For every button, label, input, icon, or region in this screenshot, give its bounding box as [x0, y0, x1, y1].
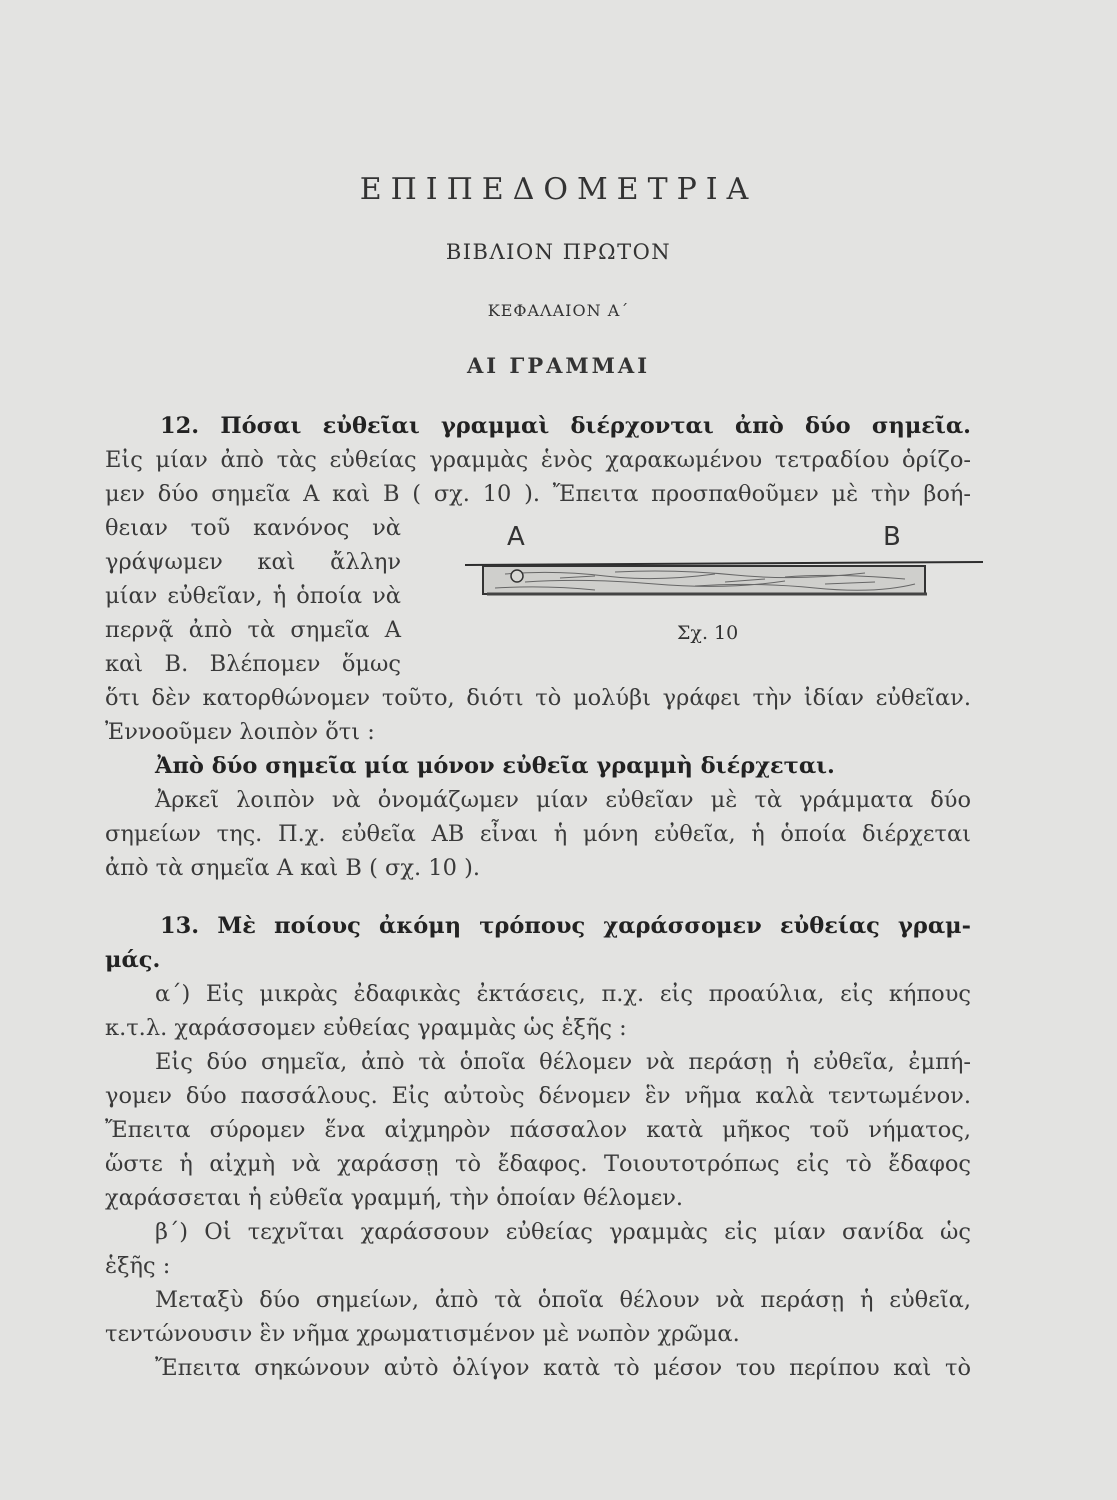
- paragraph-line: γράψωμεν καὶ ἄλλην: [105, 549, 401, 575]
- paragraph-line: χαράσσεται ἡ εὐθεῖα γραμμή, τὴν ὁποίαν θέλομεν.: [105, 1185, 684, 1211]
- paragraph-line: καὶ Β. Βλέπομεν ὅμως: [105, 651, 401, 677]
- book-heading: ΒΙΒΛΙΟΝ ΠΡΩΤΟΝ: [445, 240, 672, 264]
- paragraph-line: ἑξῆς :: [105, 1253, 171, 1279]
- paragraph-line: α΄) Εἰς μικρὰς ἐδαφικὰς ἐκτάσεις, π.χ. εἰς προαύλια, εἰς κήπους: [155, 981, 971, 1007]
- paragraph-line: μίαν εὐθεῖαν, ἡ ὁποία νὰ: [105, 583, 401, 609]
- label-b: B: [883, 522, 901, 552]
- point-a-marker: [511, 570, 523, 582]
- paragraph-line: γομεν δύο πασσάλους. Εἰς αὐτοὺς δένομεν ἓν νῆμα καλὰ τεντωμένον.: [105, 1083, 971, 1109]
- figure-caption: Σχ. 10: [677, 622, 739, 644]
- key-statement: Ἀπὸ δύο σημεῖα μία μόνον εὐθεῖα γραμμὴ διέρχεται.: [155, 753, 835, 779]
- page-title: ΕΠΙΠΕΔΟΜΕΤΡΙΑ: [359, 172, 758, 207]
- question-13-heading-cont: μάς.: [105, 947, 161, 973]
- paragraph-line: ὥστε ἡ αἰχμὴ νὰ χαράσσῃ τὸ ἔδαφος. Τοιουτοτρόπως εἰς τὸ ἔδαφος: [105, 1151, 971, 1177]
- paragraph-line: θειαν τοῦ κανόνος νὰ: [105, 515, 401, 541]
- paragraph-line: ὅτι δὲν κατορθώνομεν τοῦτο, διότι τὸ μολύβι γράφει τὴν ἰδίαν εὐθεῖαν.: [105, 685, 971, 711]
- straight-line: [465, 562, 983, 565]
- label-a: A: [507, 522, 525, 552]
- paragraph-line: Ἔπειτα σύρομεν ἕνα αἰχμηρὸν πάσσαλον κατὰ μῆκος τοῦ νήματος,: [105, 1117, 971, 1143]
- paragraph-line: Ἔπειτα σηκώνουν αὐτὸ ὀλίγον κατὰ τὸ μέσον του περίπου καὶ τὸ: [155, 1355, 971, 1381]
- paragraph-line: κ.τ.λ. χαράσσομεν εὐθείας γραμμὰς ὡς ἑξῆς :: [105, 1015, 627, 1041]
- chapter-heading: ΚΕΦΑΛΑΙΟΝ Α΄: [487, 301, 630, 320]
- paragraph-line: Εἰς δύο σημεῖα, ἀπὸ τὰ ὁποῖα θέλομεν νὰ περάσῃ ἡ εὐθεῖα, ἐμπή-: [155, 1049, 971, 1075]
- question-13-heading: 13. Μὲ ποίους ἀκόμη τρόπους χαράσσομεν εὐθείας γραμ-: [160, 913, 971, 939]
- figure-10: [465, 524, 985, 654]
- paragraph-line: τεντώνουσιν ἓν νῆμα χρωματισμένον μὲ νωπὸν χρῶμα.: [105, 1321, 740, 1347]
- paragraph-line: ἀπὸ τὰ σημεῖα Α καὶ Β ( σχ. 10 ).: [105, 855, 481, 881]
- paragraph-line: Εἰς μίαν ἀπὸ τὰς εὐθείας γραμμὰς ἑνὸς χαρακωμένου τετραδίου ὁρίζο-: [105, 447, 971, 473]
- paragraph-line: περνᾷ ἀπὸ τὰ σημεῖα Α: [105, 617, 401, 643]
- paragraph-line: Ἐννοοῦμεν λοιπὸν ὅτι :: [105, 719, 375, 745]
- paragraph-line: σημείων της. Π.χ. εὐθεῖα ΑΒ εἶναι ἡ μόνη εὐθεῖα, ἡ ὁποία διέρχεται: [105, 821, 971, 847]
- section-heading: ΑΙ ΓΡΑΜΜΑΙ: [466, 353, 651, 378]
- paragraph-line: μεν δύο σημεῖα Α καὶ Β ( σχ. 10 ). Ἔπειτα προσπαθοῦμεν μὲ τὴν βοή-: [105, 481, 971, 507]
- paragraph-line: Ἀρκεῖ λοιπὸν νὰ ὀνομάζωμεν μίαν εὐθεῖαν μὲ τὰ γράμματα δύο: [155, 787, 971, 813]
- paragraph-line: β΄) Οἱ τεχνῖται χαράσσουν εὐθείας γραμμὰς εἰς μίαν σανίδα ὡς: [155, 1219, 971, 1245]
- question-12-heading: 12. Πόσαι εὐθεῖαι γραμμαὶ διέρχονται ἀπὸ δύο σημεῖα.: [160, 413, 971, 439]
- paragraph-line: Μεταξὺ δύο σημείων, ἀπὸ τὰ ὁποῖα θέλουν νὰ περάσῃ ἡ εὐθεῖα,: [155, 1287, 971, 1313]
